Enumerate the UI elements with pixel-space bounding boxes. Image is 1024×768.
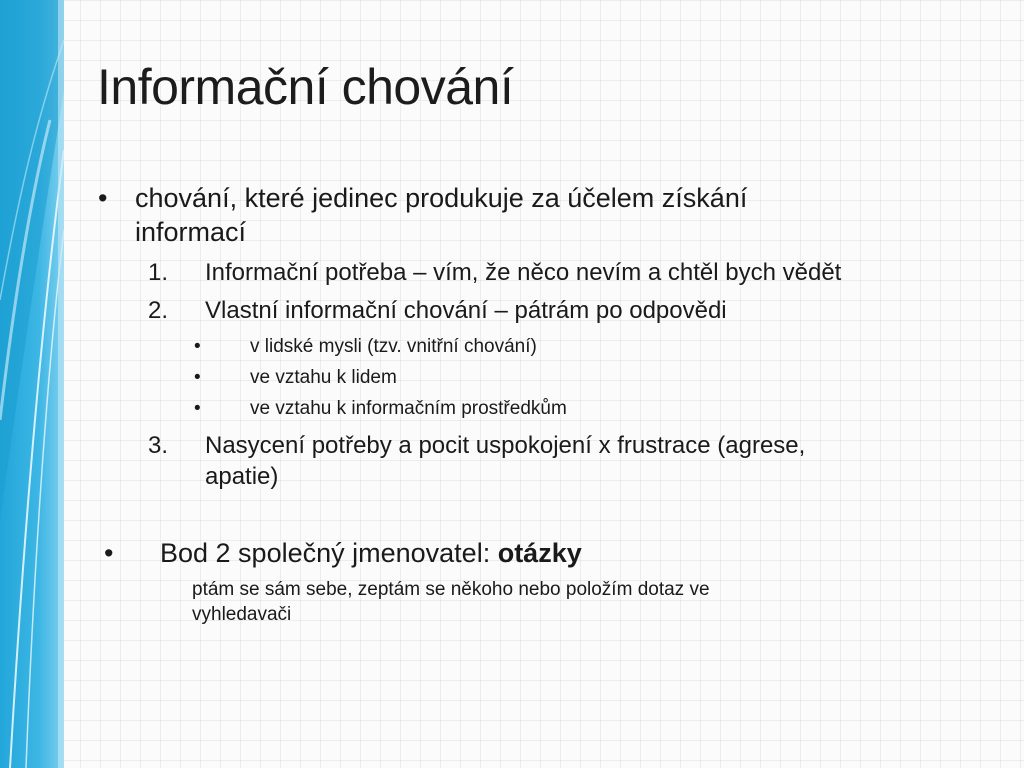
numbered-item-2: Vlastní informační chování – pátrám po odpovědi [205,297,727,324]
bullet-marker: • [98,183,108,213]
main-bullet-text-line2: informací [135,217,247,247]
numbered-item-3-line2: apatie) [205,463,279,490]
numbered-marker-3: 3. [148,432,169,459]
main-bullet-text-line1: chování, které jedinec produkuje za účelem získání [135,183,748,213]
note-line2: vyhledavači [192,604,292,625]
second-bullet-label: Bod 2 společný jmenovatel: [160,538,498,568]
bullet-marker-second: • [104,538,114,568]
numbered-item-1: Informační potřeba – vím, že něco nevím a chtěl bych vědět [205,259,842,286]
note-line1: ptám se sám sebe, zeptám se někoho nebo položím dotaz ve [192,579,710,600]
numbered-marker-1: 1. [148,259,169,286]
second-bullet-text [160,538,582,569]
numbered-item-3-line1: Nasycení potřeby a pocit uspokojení x frustrace (agrese, [205,432,806,459]
sub-bullet-marker-2: • [194,367,201,388]
sub-bullet-marker-3: • [194,398,201,419]
second-bullet-bold-keyword: otázky [497,538,582,568]
sub-bullet-marker-1: • [194,336,201,357]
sub-bullet-1: v lidské mysli (tzv. vnitřní chování) [250,336,537,357]
numbered-marker-2: 2. [148,297,169,324]
sub-bullet-3: ve vztahu k informačním prostředkům [250,398,567,419]
slide-title: Informační chování [97,59,514,115]
sub-bullet-2: ve vztahu k lidem [250,367,397,388]
